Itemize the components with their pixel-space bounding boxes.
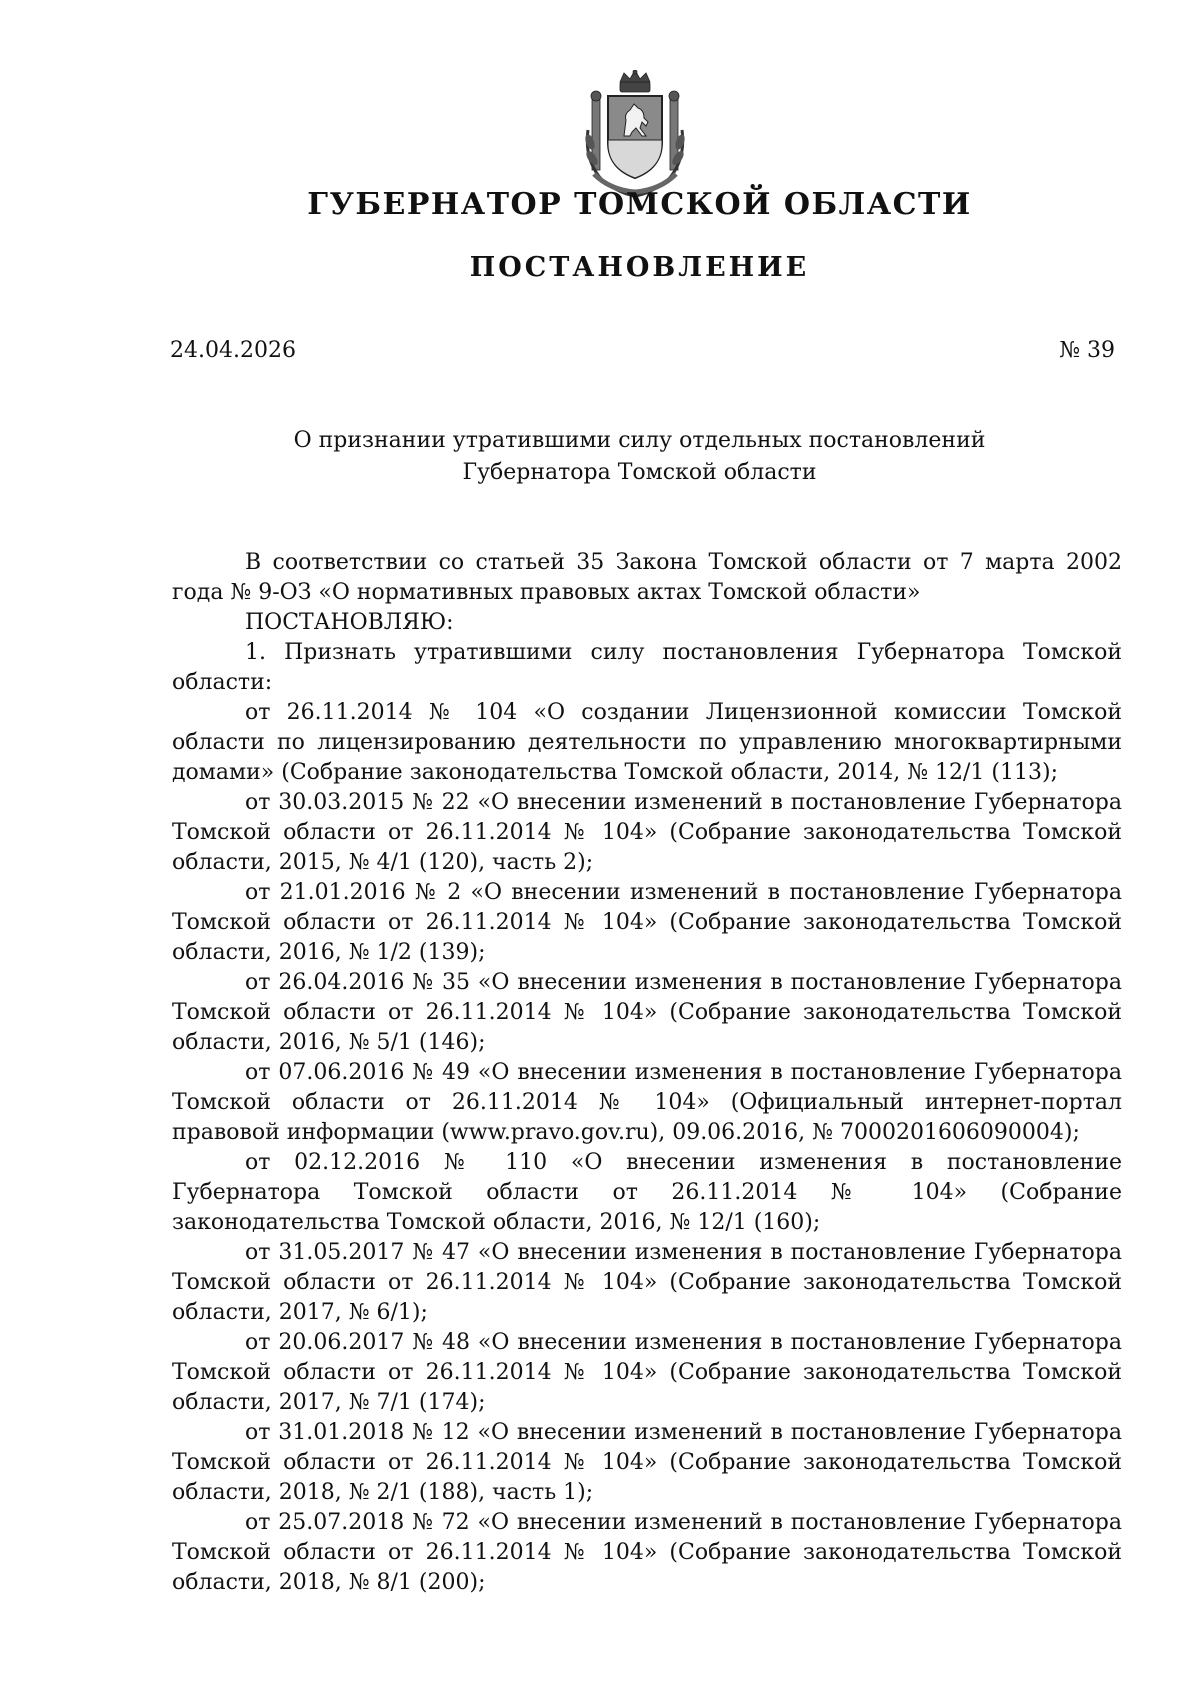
repealed-act-item: от 30.03.2015 № 22 «О внесении изменений в постановление Губернатора Томской области от 26.11.2014 № 104» (Собрание законодательства Томской области, 2015, № 4/1 (120), часть 2);	[172, 790, 1122, 875]
document-date: 24.04.2026	[170, 338, 296, 363]
repealed-act-item: от 02.12.2016 № 110 «О внесении изменения в постановление Губернатора Томской области от 26.11.2014 № 104» (Собрание законодательства Томской области, 2016, № 12/1 (160);	[172, 1150, 1122, 1235]
subject-line-1: О признании утратившими силу отдельных постановлений	[293, 428, 986, 453]
repealed-act-item: от 26.11.2014 № 104 «О создании Лицензионной комиссии Томской области по лицензированию деятельности по управлению многоквартирными домами» (Собрание законодательства Томской области, 2014, № 12/1 (113);	[172, 700, 1122, 785]
repealed-act-item: от 25.07.2018 № 72 «О внесении изменений в постановление Губернатора Томской области от 26.11.2014 № 104» (Собрание законодательства Томской области, 2018, № 8/1 (200);	[172, 1510, 1122, 1595]
repealed-act-item: от 26.04.2016 № 35 «О внесении изменения в постановление Губернатора Томской области от 26.11.2014 № 104» (Собрание законодательства Томской области, 2016, № 5/1 (146);	[172, 970, 1122, 1055]
document-type-title: ПОСТАНОВЛЕНИЕ	[469, 252, 810, 283]
repealed-act-item: от 31.01.2018 № 12 «О внесении изменений в постановление Губернатора Томской области от 26.11.2014 № 104» (Собрание законодательства Томской области, 2018, № 2/1 (188), часть 1);	[172, 1420, 1122, 1505]
document-number: № 39	[1059, 338, 1115, 363]
document-subject	[150, 425, 1129, 489]
repealed-act-item: от 21.01.2016 № 2 «О внесении изменений в постановление Губернатора Томской области от 26.11.2014 № 104» (Собрание законодательства Томской области, 2016, № 1/2 (139);	[172, 880, 1122, 965]
authority-title: ГУБЕРНАТОР ТОМСКОЙ ОБЛАСТИ	[307, 187, 972, 222]
preamble-paragraph: В соответствии со статьей 35 Закона Томской области от 7 марта 2002 года № 9-ОЗ «О нормативных правовых актах Томской области»	[172, 550, 1122, 605]
document-body	[172, 548, 1122, 1598]
repealed-act-item: от 07.06.2016 № 49 «О внесении изменения в постановление Губернатора Томской области от 26.11.2014 № 104» (Официальный интернет-портал правовой информации (www.pravo.gov.ru), 09.06.2016, № 7000201606090004);	[172, 1060, 1122, 1145]
resolve-paragraph: ПОСТАНОВЛЯЮ:	[245, 610, 454, 635]
item-1-paragraph: 1. Признать утратившими силу постановления Губернатора Томской области:	[172, 640, 1122, 695]
subject-line-2: Губернатора Томской области	[462, 460, 817, 485]
repealed-act-item: от 31.05.2017 № 47 «О внесении изменения в постановление Губернатора Томской области от 26.11.2014 № 104» (Собрание законодательства Томской области, 2017, № 6/1);	[172, 1240, 1122, 1325]
coat-of-arms-icon	[580, 70, 690, 198]
repealed-act-item: от 20.06.2017 № 48 «О внесении изменения в постановление Губернатора Томской области от 26.11.2014 № 104» (Собрание законодательства Томской области, 2017, № 7/1 (174);	[172, 1330, 1122, 1415]
